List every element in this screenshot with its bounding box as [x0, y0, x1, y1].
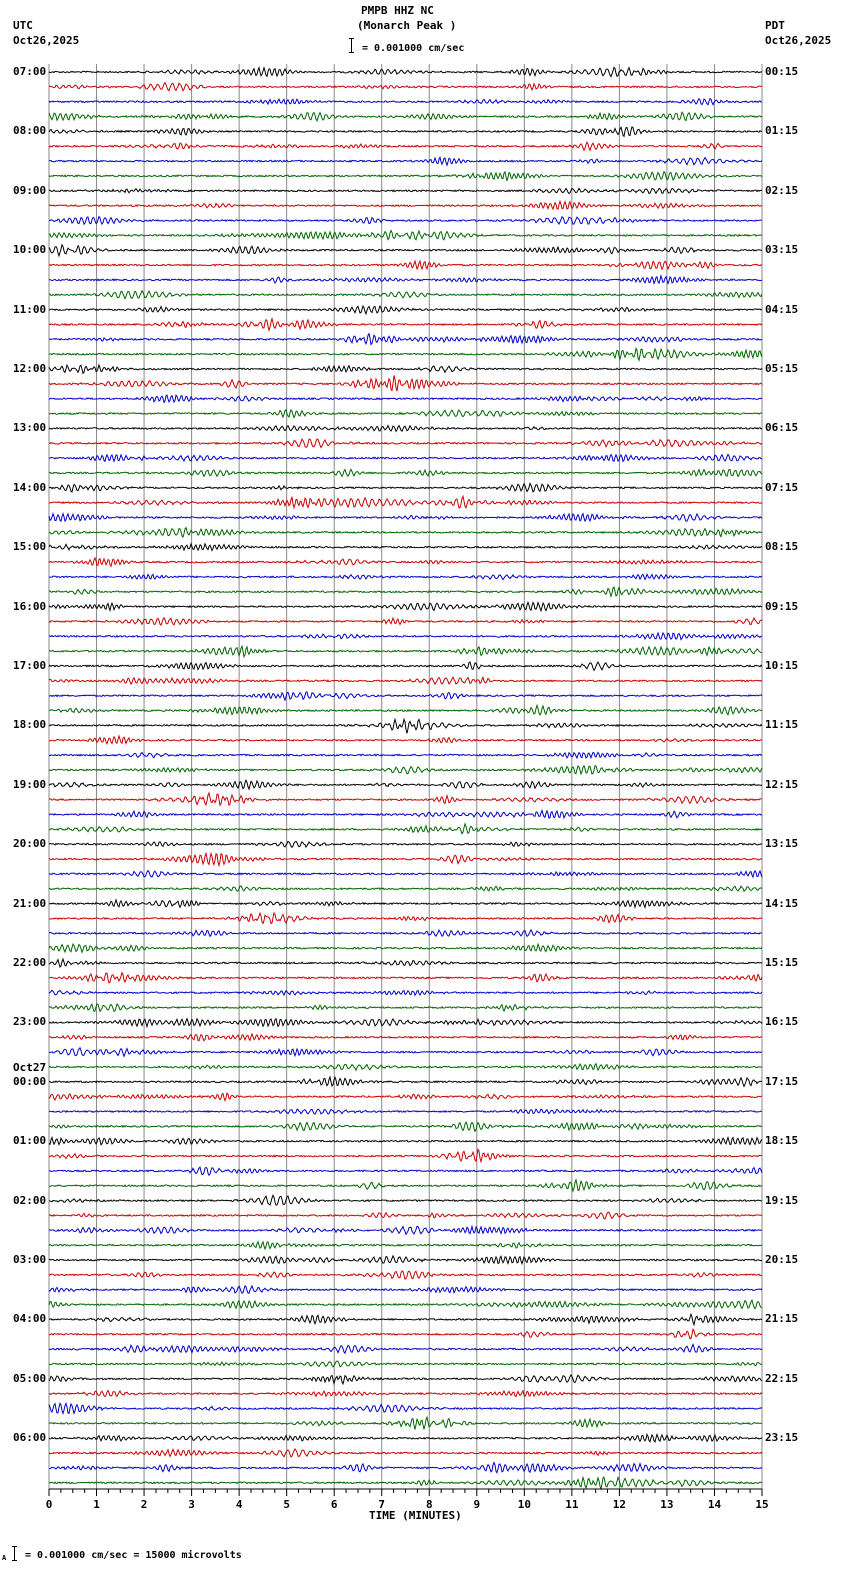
trace-row-26 — [49, 454, 762, 461]
trace-row-43 — [49, 705, 762, 715]
right-date: Oct26,2025 — [765, 34, 832, 47]
x-tick-label: 14 — [707, 1498, 722, 1511]
utc-hour-label: 16:00 — [13, 599, 47, 613]
trace-row-91 — [49, 1417, 762, 1429]
utc-hour-label: 04:00 — [13, 1312, 47, 1326]
trace-row-3 — [49, 112, 762, 121]
trace-row-42 — [49, 692, 762, 700]
trace-row-27 — [49, 469, 762, 476]
trace-row-67 — [49, 1064, 762, 1070]
trace-row-52 — [49, 841, 762, 847]
utc-hour-label: 13:00 — [13, 421, 47, 435]
footer-scale-bar-top — [12, 1546, 17, 1547]
trace-row-16 — [49, 306, 762, 314]
station-name: (Monarch Peak ) — [357, 19, 457, 32]
footer-scale-bar-icon — [14, 1546, 15, 1560]
trace-row-11 — [49, 230, 762, 239]
trace-row-1 — [49, 83, 762, 91]
trace-row-68 — [49, 1077, 762, 1086]
utc-hour-label: 06:00 — [13, 1431, 47, 1445]
pdt-hour-label: 10:15 — [765, 659, 799, 672]
utc-hour-label: 20:00 — [13, 837, 47, 851]
pdt-hour-label: 19:15 — [765, 1193, 799, 1207]
pdt-hour-label: 17:15 — [765, 1074, 799, 1088]
trace-row-46 — [49, 752, 762, 758]
trace-row-72 — [49, 1138, 762, 1145]
x-tick-label: 3 — [188, 1498, 195, 1511]
trace-row-30 — [49, 514, 762, 522]
x-tick-label: 13 — [660, 1498, 674, 1511]
trace-row-71 — [49, 1122, 762, 1131]
day-change-label: Oct27 — [13, 1061, 47, 1074]
utc-hour-label: 11:00 — [13, 302, 47, 316]
utc-hour-label: 02:00 — [13, 1193, 47, 1207]
trace-row-76 — [49, 1195, 762, 1205]
pdt-hour-label: 16:15 — [765, 1015, 799, 1029]
trace-row-82 — [49, 1286, 762, 1293]
utc-hour-label: 09:00 — [13, 183, 47, 197]
trace-row-70 — [49, 1109, 762, 1114]
utc-hour-label: 22:00 — [13, 956, 47, 969]
trace-row-55 — [49, 886, 762, 891]
pdt-hour-label: 20:15 — [765, 1253, 799, 1266]
trace-row-86 — [49, 1344, 762, 1353]
trace-row-20 — [49, 365, 762, 373]
utc-hour-label: 18:00 — [13, 718, 47, 732]
utc-hour-label: 14:00 — [13, 480, 47, 494]
trace-row-57 — [49, 913, 762, 923]
trace-row-62 — [49, 990, 762, 995]
trace-row-32 — [49, 544, 762, 551]
trace-row-21 — [49, 375, 762, 391]
trace-row-69 — [49, 1093, 762, 1101]
x-tick-label: 15 — [755, 1498, 769, 1511]
pdt-hour-label: 13:15 — [765, 837, 799, 851]
pdt-hour-label: 04:15 — [765, 302, 799, 316]
trace-row-8 — [49, 188, 762, 193]
trace-row-85 — [49, 1329, 762, 1339]
trace-row-5 — [49, 142, 762, 150]
footer-scale-bar-bottom — [12, 1560, 17, 1561]
trace-row-89 — [49, 1390, 762, 1396]
trace-row-58 — [49, 930, 762, 936]
trace-row-23 — [49, 410, 762, 418]
station-title: PMPB HHZ NC — [361, 4, 434, 17]
trace-row-60 — [49, 959, 762, 967]
left-timezone: UTC — [13, 19, 33, 32]
trace-row-44 — [49, 719, 762, 733]
trace-row-33 — [49, 558, 762, 566]
trace-row-4 — [49, 127, 762, 136]
trace-row-34 — [49, 574, 762, 579]
utc-hour-label: 19:00 — [13, 777, 47, 791]
pdt-hour-label: 02:15 — [765, 183, 799, 197]
pdt-hour-label: 14:15 — [765, 896, 799, 910]
utc-hour-label: 01:00 — [13, 1134, 47, 1148]
pdt-hour-label: 21:15 — [765, 1312, 799, 1326]
trace-row-59 — [49, 944, 762, 952]
trace-row-54 — [49, 870, 762, 877]
trace-row-0 — [49, 67, 762, 76]
trace-row-10 — [49, 217, 762, 225]
utc-hour-label: 03:00 — [13, 1253, 47, 1266]
trace-row-14 — [49, 276, 762, 284]
trace-row-22 — [49, 395, 762, 402]
trace-row-7 — [49, 172, 762, 181]
trace-row-64 — [49, 1019, 762, 1027]
trace-row-45 — [49, 736, 762, 744]
trace-row-48 — [49, 780, 762, 789]
trace-row-6 — [49, 157, 762, 165]
trace-row-75 — [49, 1180, 762, 1191]
trace-row-31 — [49, 528, 762, 538]
trace-row-83 — [49, 1300, 762, 1308]
trace-row-65 — [49, 1034, 762, 1041]
x-tick-label: 9 — [473, 1498, 481, 1511]
pdt-hour-label: 23:15 — [765, 1431, 799, 1445]
trace-row-41 — [49, 677, 762, 684]
pdt-hour-label: 18:15 — [765, 1134, 799, 1148]
x-tick-label: 4 — [235, 1498, 243, 1511]
trace-row-37 — [49, 618, 762, 625]
x-axis-label: TIME (MINUTES) — [369, 1509, 462, 1522]
trace-row-28 — [49, 483, 762, 491]
pdt-hour-label: 05:15 — [765, 362, 799, 375]
trace-row-90 — [49, 1403, 762, 1413]
trace-row-19 — [49, 348, 762, 360]
x-tick-label: 5 — [283, 1498, 290, 1511]
trace-row-25 — [49, 439, 762, 447]
pdt-hour-label: 03:15 — [765, 243, 799, 257]
trace-row-29 — [49, 496, 762, 508]
trace-row-79 — [49, 1242, 762, 1249]
pdt-hour-label: 11:15 — [765, 718, 799, 732]
utc-hour-label: 15:00 — [13, 540, 47, 554]
scale-text: = 0.001000 cm/sec — [362, 43, 465, 54]
trace-row-84 — [49, 1314, 762, 1324]
x-tick-label: 8 — [425, 1498, 433, 1511]
x-tick-label: 0 — [45, 1498, 53, 1511]
trace-row-87 — [49, 1361, 762, 1367]
x-tick-label: 7 — [378, 1498, 386, 1511]
utc-hour-label: 00:00 — [13, 1074, 47, 1088]
utc-hour-label: 21:00 — [13, 896, 47, 910]
pdt-hour-label: 07:15 — [765, 480, 799, 494]
x-tick-label: 6 — [330, 1498, 338, 1511]
trace-row-74 — [49, 1167, 762, 1175]
trace-row-73 — [49, 1149, 762, 1161]
pdt-hour-label: 08:15 — [765, 540, 799, 554]
trace-row-13 — [49, 261, 762, 269]
x-tick-label: 11 — [565, 1498, 579, 1511]
x-tick-label: 2 — [140, 1498, 148, 1511]
trace-row-36 — [49, 602, 762, 610]
trace-row-81 — [49, 1271, 762, 1279]
trace-row-92 — [49, 1434, 762, 1442]
utc-hour-label: 12:00 — [13, 362, 47, 375]
trace-row-61 — [49, 973, 762, 983]
utc-hour-label: 10:00 — [13, 243, 47, 257]
pdt-hour-label: 00:15 — [765, 65, 799, 78]
trace-row-47 — [49, 766, 762, 774]
utc-hour-label: 17:00 — [13, 659, 47, 672]
trace-row-9 — [49, 201, 762, 209]
trace-row-38 — [49, 633, 762, 640]
left-date: Oct26,2025 — [13, 34, 80, 47]
time-axis — [46, 1489, 769, 1511]
trace-row-56 — [49, 900, 762, 907]
pdt-hour-label: 22:15 — [765, 1371, 799, 1385]
trace-row-40 — [49, 662, 762, 670]
trace-row-77 — [49, 1212, 762, 1219]
trace-row-35 — [49, 587, 762, 596]
utc-hour-label: 07:00 — [13, 65, 47, 78]
trace-row-53 — [49, 853, 762, 865]
pdt-hour-label: 15:15 — [765, 956, 799, 969]
footer-marker: A — [2, 1554, 7, 1562]
x-tick-label: 12 — [612, 1498, 627, 1511]
trace-row-15 — [49, 291, 762, 299]
trace-row-12 — [49, 245, 762, 256]
trace-row-49 — [49, 793, 762, 805]
seismogram-traces — [49, 67, 762, 1489]
trace-row-2 — [49, 99, 762, 105]
trace-row-18 — [49, 334, 762, 345]
trace-row-17 — [49, 319, 762, 331]
utc-hour-label: 05:00 — [13, 1371, 47, 1385]
trace-row-94 — [49, 1463, 762, 1473]
trace-row-95 — [49, 1477, 762, 1489]
trace-row-39 — [49, 646, 762, 656]
trace-row-88 — [49, 1375, 762, 1384]
trace-row-51 — [49, 824, 762, 834]
trace-row-63 — [49, 1004, 762, 1011]
trace-row-93 — [49, 1449, 762, 1457]
trace-row-78 — [49, 1226, 762, 1234]
utc-hour-label: 23:00 — [13, 1015, 47, 1029]
right-timezone: PDT — [765, 19, 785, 32]
pdt-hour-label: 01:15 — [765, 124, 799, 138]
pdt-hour-label: 09:15 — [765, 599, 799, 613]
pdt-hour-label: 12:15 — [765, 777, 799, 791]
x-tick-label: 10 — [517, 1498, 531, 1511]
trace-row-66 — [49, 1048, 762, 1056]
utc-hour-label: 08:00 — [13, 124, 47, 138]
trace-row-24 — [49, 426, 762, 432]
x-tick-label: 1 — [93, 1498, 100, 1511]
trace-row-50 — [49, 810, 762, 818]
trace-row-80 — [49, 1256, 762, 1264]
pdt-hour-label: 06:15 — [765, 421, 799, 435]
footer-scale-text: = 0.001000 cm/sec = 15000 microvolts — [25, 1550, 242, 1561]
